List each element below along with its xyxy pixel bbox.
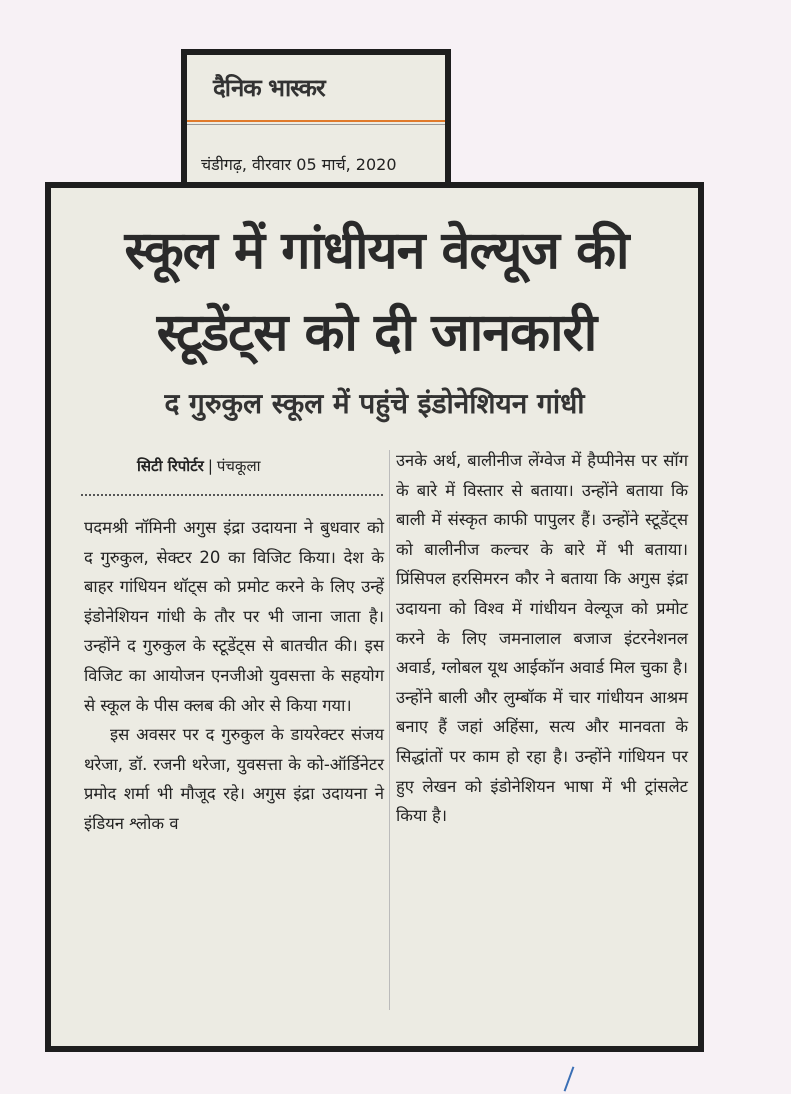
article-paragraph: उनके अर्थ, बालीनीज लेंग्वेज में हैप्पीनेस पर सॉग के बारे में विस्तार से बताया। उन्होंने बताया कि बाली में संस्कृत काफी पापुलर हैं। उन्होंने स्टूडेंट्स को बालीनीज कल्चर के बारे में भी बताया। प्रिंसिपल हरसिमरन कौर ने बताया कि अगुस इंद्रा उदायना को विश्व में गांधीयन वेल्यूज को प्रमोट करने के लिए जमनालाल बजाज इंटरनेशनल अवार्ड, ग्लोबल यूथ आईकॉन अवार्ड मिल चुका है। उन्होंने बाली और लुम्बॉक में चार गांधीयन आश्रम बनाए हैं जहां अहिंसा, सत्य और मानवता के सिद्धांतों पर काम हो रहा है। उन्होंने गांधियन पर हुए लेखन को इंडोनेशियन भाषा में भी ट्रांसलेट किया है। xyxy=(396,451,688,826)
subheadline: द गुरुकुल स्कूल में पहुंचे इंडोनेशियन गांधी xyxy=(164,387,585,420)
headline: स्कूल में गांधीयन वेल्यूज की स्टूडेंट्स को दी जानकारी xyxy=(124,221,629,363)
masthead-clipping xyxy=(181,49,451,182)
article-clipping xyxy=(45,182,704,1052)
article-paragraph: पदमश्री नॉमिनी अगुस इंद्रा उदायना ने बुधवार को द गुरुकुल, सेक्टर 20 का विजिट किया। देश के बाहर गांधियन थॉट्स को प्रमोट करने के लिए उन्हें इंडोनेशियन गांधी के तौर पर भी जाना जाता है। उन्होंने द गुरुकुल के स्टूडेंट्स से बातचीत की। इस विजिट का आयोजन एनजीओ युवसत्ता के सहयोग से स्कूल के पीस क्लब की ओर से किया गया। xyxy=(84,518,384,715)
article-column-right xyxy=(396,446,688,831)
pen-mark xyxy=(564,1066,575,1091)
article-column-left xyxy=(84,513,384,839)
byline-divider xyxy=(81,494,383,496)
byline xyxy=(137,456,261,476)
article-paragraph: इस अवसर पर द गुरुकुल के डायरेक्टर संजय थरेजा, डॉ. रजनी थरेजा, युवसत्ता के को-ऑर्डिनेटर प्रमोद शर्मा भी मौजूद रहे। अगुस इंद्रा उदायना ने इंडियन श्लोक व xyxy=(84,725,384,833)
dateline: चंडीगढ़, वीरवार 05 मार्च, 2020 xyxy=(201,155,397,174)
masthead-divider xyxy=(187,124,445,125)
byline-reporter: सिटी रिपोर्टर xyxy=(137,457,204,475)
byline-location: पंचकूला xyxy=(216,457,261,475)
newspaper-name: दैनिक भास्कर xyxy=(213,74,325,102)
column-divider xyxy=(389,450,390,1010)
byline-separator: | xyxy=(207,457,213,475)
masthead-accent-rule xyxy=(187,120,445,122)
